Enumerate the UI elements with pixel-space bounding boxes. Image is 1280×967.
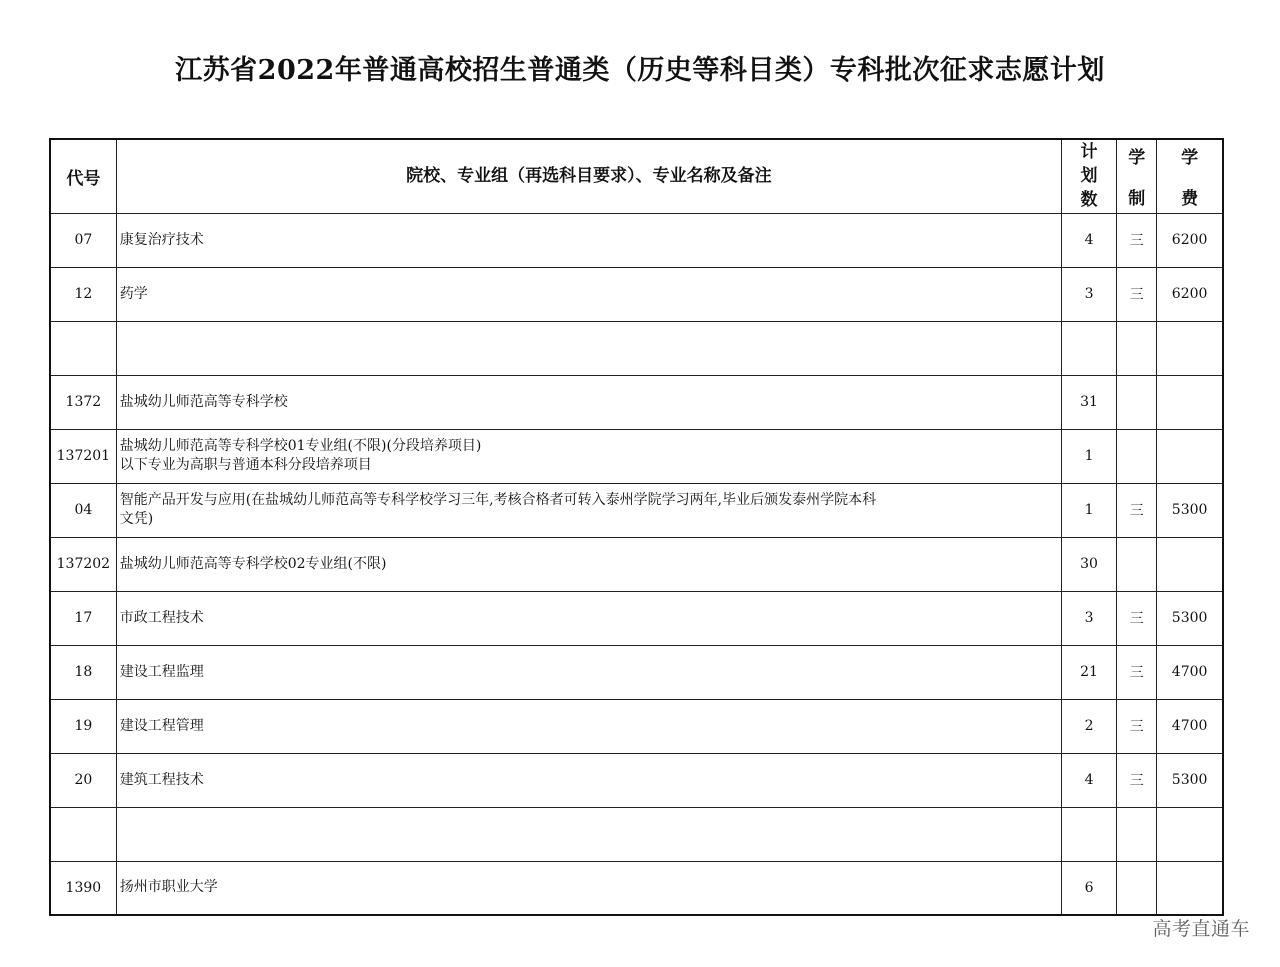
cell-name-line: 建筑工程技术	[119, 771, 204, 788]
cell-length: 三	[1117, 753, 1157, 807]
enrollment-plan-table	[49, 138, 1224, 916]
cell-name-line: 扬州市职业大学	[119, 879, 218, 896]
cell-plan: 3	[1061, 591, 1116, 645]
cell-name-line: 智能产品开发与应用(在盐城幼儿师范高等专科学校学习三年,考核合格者可转入泰州学院学习两年,毕业后颁发泰州学院本科	[119, 492, 877, 508]
cell-code: 137202	[50, 537, 116, 591]
cell-plan	[1061, 321, 1116, 375]
cell-fee: 4700	[1157, 645, 1223, 699]
table-header-row	[50, 139, 1223, 213]
cell-name-line: 建设工程管理	[119, 717, 204, 734]
cell-fee: 6200	[1157, 267, 1223, 321]
cell-length: 三	[1117, 699, 1157, 753]
watermark: 高考直通车	[1152, 918, 1250, 940]
header-code: 代号	[50, 139, 116, 213]
cell-name	[116, 429, 1061, 483]
cell-name-note: 以下专业为高职与普通本科分段培养项目	[119, 457, 372, 473]
table-row	[50, 861, 1223, 915]
table-row	[50, 483, 1223, 537]
cell-name-line: 盐城幼儿师范高等专科学校02专业组(不限)	[119, 555, 387, 572]
cell-name	[116, 213, 1061, 267]
cell-code: 1372	[50, 375, 116, 429]
cell-length	[1117, 429, 1157, 483]
cell-name-line: 建设工程监理	[119, 663, 204, 680]
cell-length: 三	[1117, 213, 1157, 267]
table-row	[50, 375, 1223, 429]
header-char: 学	[1128, 148, 1146, 169]
cell-length	[1117, 321, 1157, 375]
cell-name	[116, 483, 1061, 537]
cell-plan: 2	[1061, 699, 1116, 753]
cell-fee: 5300	[1157, 483, 1223, 537]
cell-code: 137201	[50, 429, 116, 483]
cell-code: 04	[50, 483, 116, 537]
cell-fee	[1157, 807, 1223, 861]
cell-code: 19	[50, 699, 116, 753]
cell-code: 20	[50, 753, 116, 807]
page-title: 江苏省2022年普通高校招生普通类（历史等科目类）专科批次征求志愿计划	[175, 55, 1105, 86]
cell-fee: 4700	[1157, 699, 1223, 753]
header-fee	[1157, 139, 1223, 213]
cell-name-line: 药学	[119, 285, 148, 302]
table-row	[50, 321, 1223, 375]
cell-fee: 5300	[1157, 753, 1223, 807]
cell-plan: 1	[1061, 483, 1116, 537]
table-row	[50, 753, 1223, 807]
cell-fee	[1157, 861, 1223, 915]
header-char: 制	[1128, 189, 1146, 210]
cell-name	[116, 861, 1061, 915]
header-char: 费	[1181, 189, 1199, 210]
cell-name-note: 文凭)	[119, 511, 154, 527]
cell-plan: 31	[1061, 375, 1116, 429]
table-body	[50, 213, 1223, 915]
cell-name	[116, 807, 1061, 861]
header-length	[1117, 139, 1157, 213]
cell-length	[1117, 807, 1157, 861]
cell-name	[116, 645, 1061, 699]
cell-plan: 4	[1061, 213, 1116, 267]
cell-plan: 1	[1061, 429, 1116, 483]
cell-fee	[1157, 375, 1223, 429]
header-length-label	[1117, 143, 1156, 209]
cell-fee	[1157, 537, 1223, 591]
cell-plan: 3	[1061, 267, 1116, 321]
header-plan-label: 计划数	[1080, 142, 1098, 211]
cell-name-line: 康复治疗技术	[119, 231, 204, 248]
cell-code: 1390	[50, 861, 116, 915]
cell-length	[1117, 537, 1157, 591]
cell-name	[116, 537, 1061, 591]
cell-code	[50, 321, 116, 375]
cell-length: 三	[1117, 645, 1157, 699]
table-row	[50, 699, 1223, 753]
cell-length: 三	[1117, 483, 1157, 537]
cell-plan	[1061, 807, 1116, 861]
cell-length: 三	[1117, 591, 1157, 645]
cell-plan: 6	[1061, 861, 1116, 915]
table-row	[50, 645, 1223, 699]
cell-code: 12	[50, 267, 116, 321]
cell-fee	[1157, 321, 1223, 375]
cell-fee: 5300	[1157, 591, 1223, 645]
cell-code	[50, 807, 116, 861]
header-name: 院校、专业组（再选科目要求）、专业名称及备注	[116, 139, 1061, 213]
cell-plan: 4	[1061, 753, 1116, 807]
table-row	[50, 267, 1223, 321]
cell-plan: 21	[1061, 645, 1116, 699]
cell-length	[1117, 375, 1157, 429]
cell-code: 07	[50, 213, 116, 267]
header-plan	[1061, 139, 1116, 213]
table-row	[50, 591, 1223, 645]
cell-name	[116, 753, 1061, 807]
cell-name	[116, 375, 1061, 429]
cell-name-line: 盐城幼儿师范高等专科学校01专业组(不限)(分段培养项目)	[119, 438, 482, 454]
table-row	[50, 429, 1223, 483]
header-fee-label	[1157, 143, 1222, 209]
cell-fee: 6200	[1157, 213, 1223, 267]
cell-name	[116, 699, 1061, 753]
cell-name	[116, 321, 1061, 375]
cell-name	[116, 591, 1061, 645]
cell-length: 三	[1117, 267, 1157, 321]
table-row	[50, 213, 1223, 267]
cell-fee	[1157, 429, 1223, 483]
cell-code: 17	[50, 591, 116, 645]
header-char: 学	[1181, 148, 1199, 169]
cell-code: 18	[50, 645, 116, 699]
cell-plan: 30	[1061, 537, 1116, 591]
cell-name	[116, 267, 1061, 321]
cell-name-line: 盐城幼儿师范高等专科学校	[119, 393, 288, 410]
cell-length	[1117, 861, 1157, 915]
table-row	[50, 537, 1223, 591]
table-row	[50, 807, 1223, 861]
cell-name-line: 市政工程技术	[119, 609, 204, 626]
